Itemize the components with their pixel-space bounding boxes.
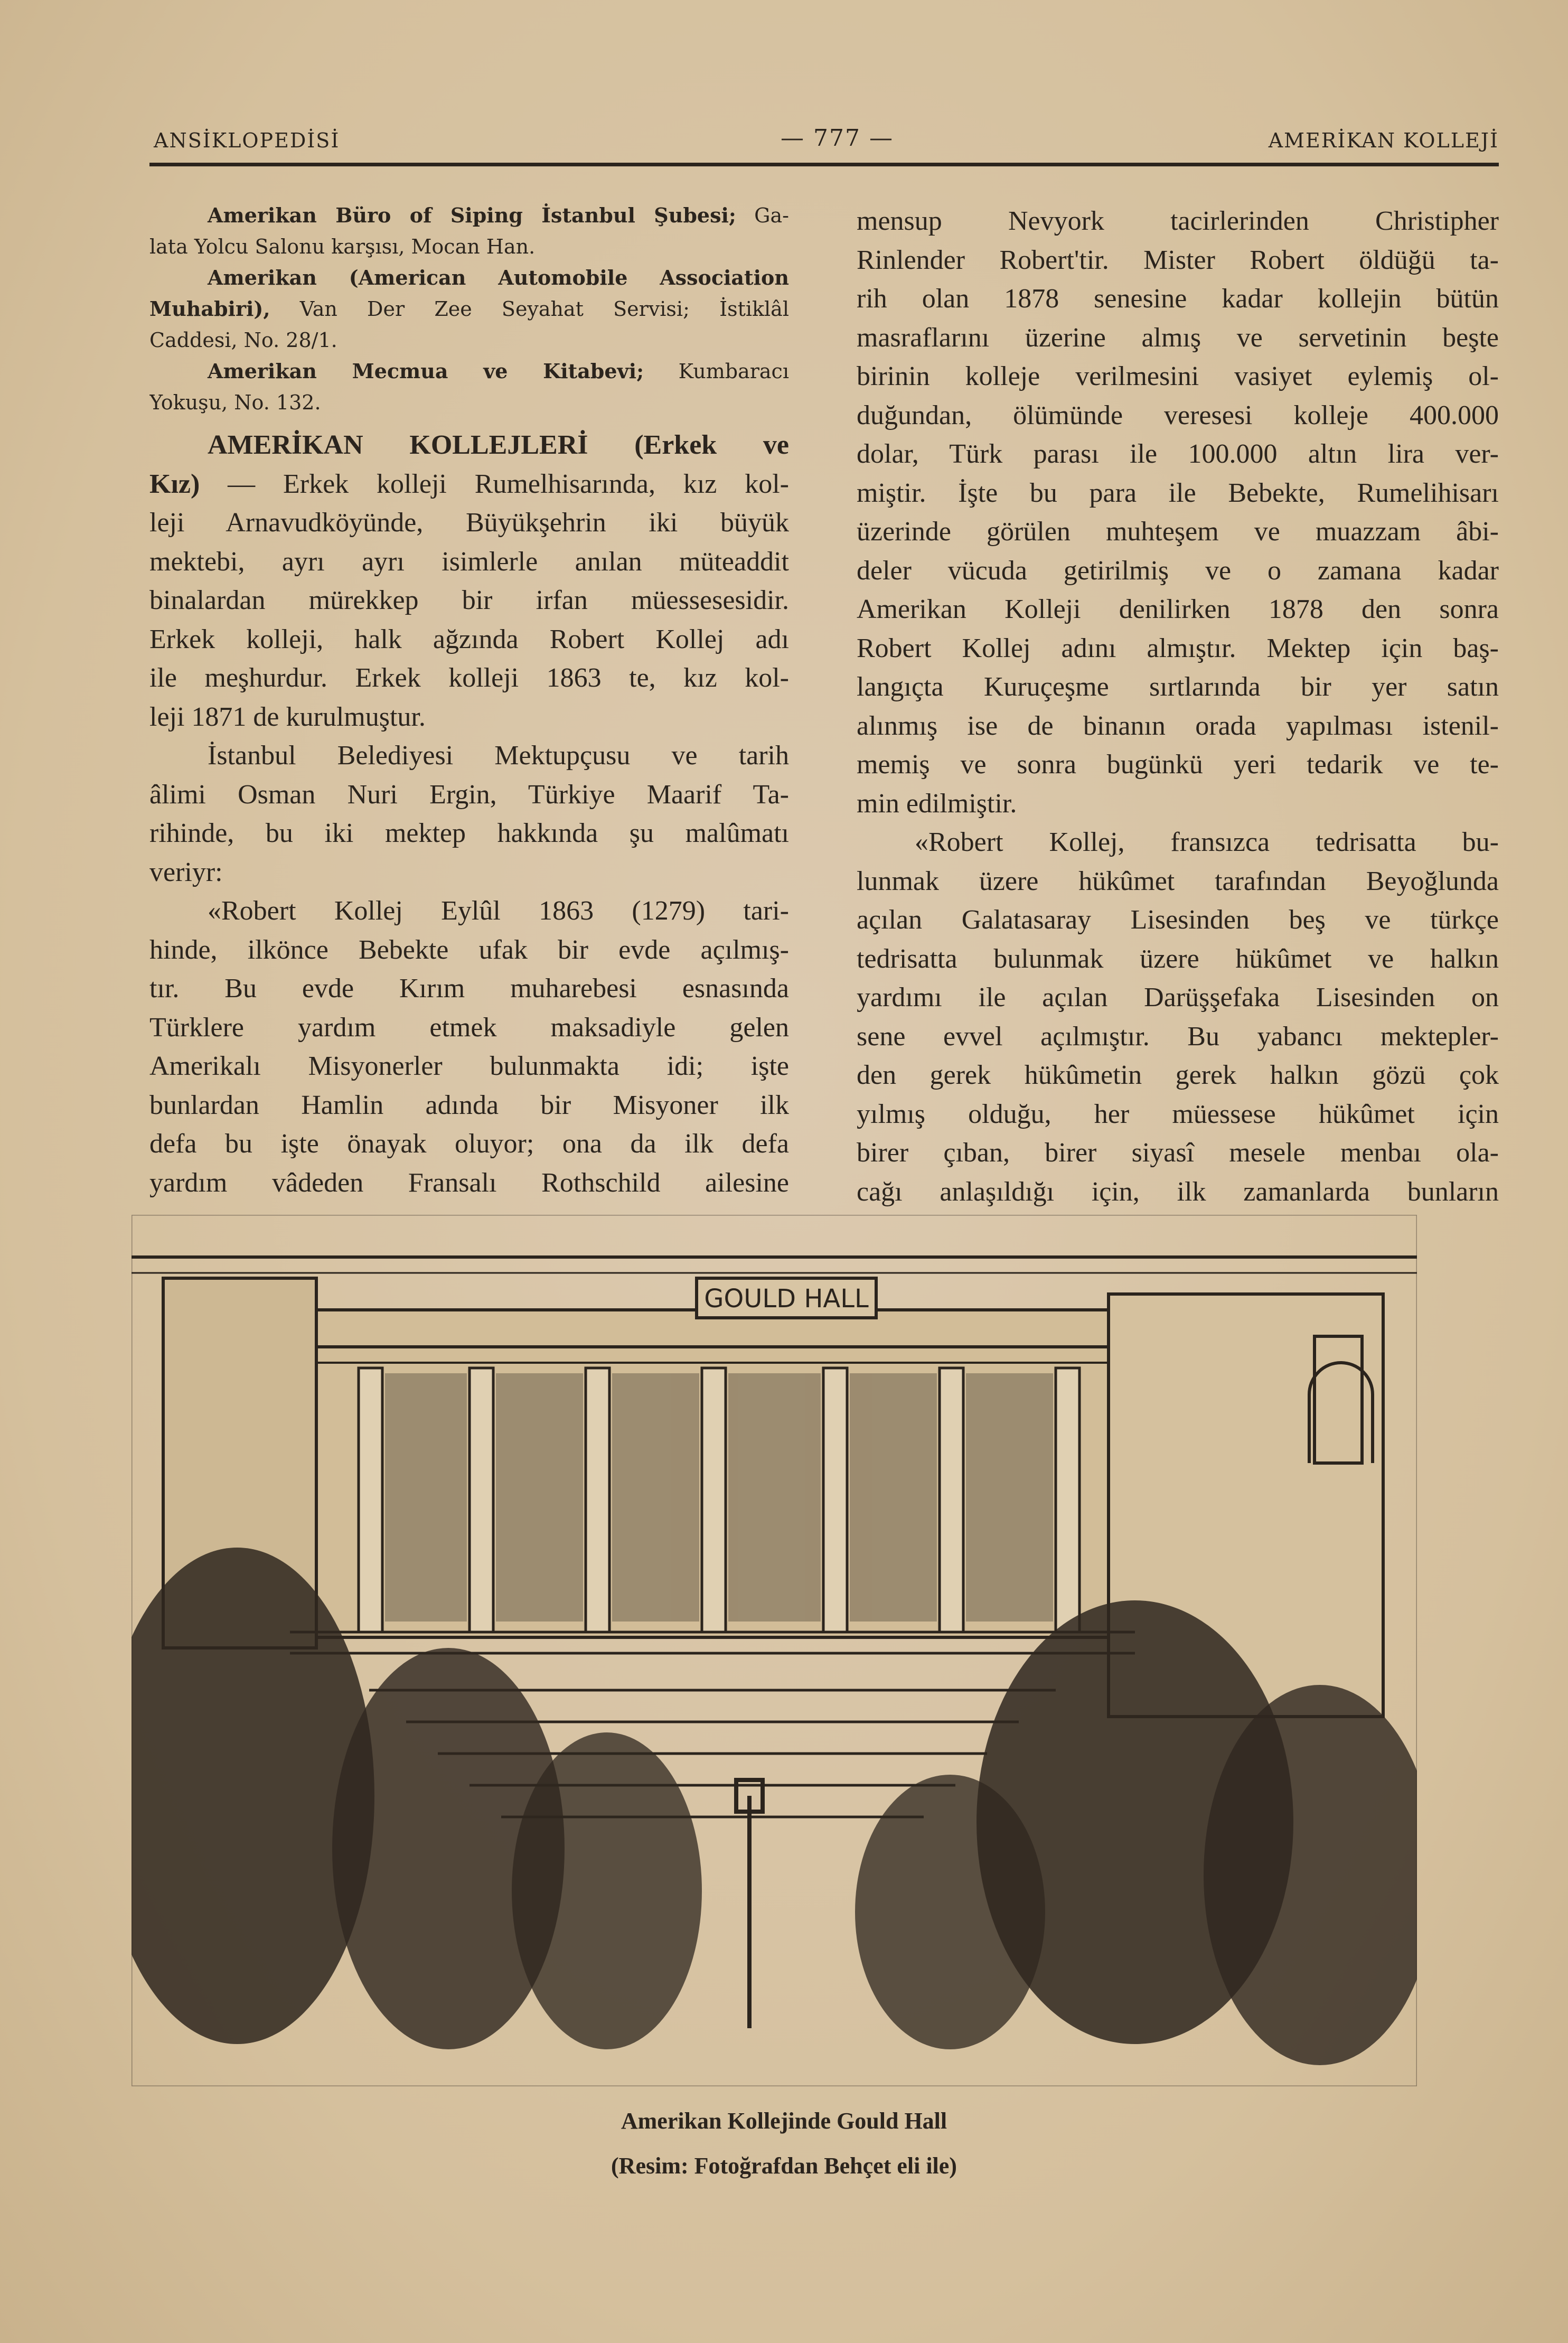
text-line — [149, 231, 789, 262]
text-run: «Robert Kollej Eylûl 1863 (1279) tari- — [208, 896, 789, 926]
text-line — [857, 784, 1499, 823]
text-run: Türklere yardım etmek maksadiyle gelen — [149, 1012, 789, 1043]
text-line — [857, 862, 1499, 901]
text-run: üzerinde görülen muhteşem ve muazzam âbi- — [857, 517, 1499, 547]
text-run: Robert Kollej adını almıştır. Mektep için baş- — [857, 633, 1499, 663]
text-run: Kumbaracı — [644, 360, 789, 383]
text-line — [149, 698, 789, 737]
text-line — [857, 357, 1499, 396]
text-line — [857, 1173, 1499, 1212]
text-line — [857, 435, 1499, 474]
text-line — [149, 465, 789, 504]
text-line — [857, 707, 1499, 746]
text-line — [149, 262, 789, 293]
text-line — [857, 629, 1499, 668]
text-run: rih olan 1878 senesine kadar kollejin bütün — [857, 284, 1499, 314]
text-line — [857, 318, 1499, 358]
figure-credit: (Resim: Fotoğrafdan Behçet eli ile) — [611, 2153, 957, 2179]
text-run: cağı anlaşıldığı için, ilk zamanlarda bunların — [857, 1176, 1499, 1207]
right-column-text — [857, 202, 1499, 1211]
text-line — [857, 1056, 1499, 1095]
page-number: — 777 — — [781, 125, 894, 152]
text-run: Caddesi, No. 28/1. — [149, 329, 337, 352]
text-run: tedrisatta bulunmak üzere hükûmet ve halkın — [857, 943, 1499, 974]
text-run: tır. Bu evde Kırım muharebesi esnasında — [149, 973, 789, 1004]
text-line — [149, 659, 789, 698]
text-line — [857, 1133, 1499, 1173]
text-line — [149, 814, 789, 853]
text-line — [857, 745, 1499, 784]
text-run: mensup Nevyork tacirlerinden Christipher — [857, 206, 1499, 236]
text-run: miştir. İşte bu para ile Bebekte, Rumelihisarı — [857, 477, 1499, 508]
text-run: memiş ve sonra bugünkü yeri tedarik ve te- — [857, 749, 1499, 780]
text-run: yardım vâdeden Fransalı Rothschild ailesine — [149, 1167, 789, 1198]
text-line — [857, 1095, 1499, 1134]
text-run: mektebi, ayrı ayrı isimlerle anılan müteaddit — [149, 546, 789, 577]
text-line — [857, 551, 1499, 591]
running-header-left: ANSİKLOPEDİSİ — [154, 129, 340, 152]
text-line — [149, 200, 789, 231]
text-run: den gerek hükûmetin gerek halkın gözü çok — [857, 1060, 1499, 1090]
text-run: dolar, Türk parası ile 100.000 altın lira ver- — [857, 439, 1499, 469]
text-line — [149, 503, 789, 542]
text-run: lata Yolcu Salonu karşısı, Mocan Han. — [149, 235, 536, 258]
text-line — [857, 668, 1499, 707]
text-line — [149, 542, 789, 582]
text-line — [857, 1017, 1499, 1056]
text-line — [857, 512, 1499, 551]
text-run: Amerikalı Misyonerler bulunmakta idi; işte — [149, 1051, 789, 1081]
text-run: Erkek kolleji, halk ağzında Robert Kollej adı — [149, 624, 789, 654]
text-line — [149, 853, 789, 892]
text-run: lunmak üzere hükûmet tarafından Beyoğlunda — [857, 866, 1499, 896]
text-line — [149, 969, 789, 1008]
text-line — [857, 901, 1499, 940]
text-run: rihinde, bu iki mektep hakkında şu malûmatı — [149, 818, 789, 848]
text-line — [857, 279, 1499, 318]
text-line — [149, 426, 789, 465]
running-header-right: AMERİKAN KOLLEJİ — [1268, 129, 1499, 152]
bold-run: Amerikan (American Automobile Association — [208, 266, 789, 289]
text-run: birinin kolleje verilmesini vasiyet eylemiş ol- — [857, 361, 1499, 391]
header-rule — [149, 163, 1499, 166]
text-run: yılmış olduğu, her müessese hükûmet için — [857, 1099, 1499, 1129]
text-run: hinde, ilkönce Bebekte ufak bir evde açılmış- — [149, 934, 789, 965]
text-line — [857, 940, 1499, 979]
building-sign: GOULD HALL — [704, 1284, 869, 1314]
text-run: binalardan mürekkep bir irfan müessesesidir. — [149, 585, 789, 615]
left-column-text — [149, 426, 789, 1202]
text-run: leji 1871 de kurulmuştur. — [149, 701, 426, 732]
text-line — [149, 387, 789, 418]
bold-run: AMERİKAN KOLLEJLERİ (Erkek ve — [208, 430, 789, 460]
text-run: leji Arnavudköyünde, Büyükşehrin iki büyük — [149, 508, 789, 538]
text-run: masraflarını üzerine almış ve servetinin beşte — [857, 322, 1499, 353]
gould-hall-illustration — [132, 1215, 1417, 2086]
text-run: min edilmiştir. — [857, 788, 1017, 819]
bold-run: Amerikan Mecmua ve Kitabevi; — [208, 359, 644, 383]
text-run: âlimi Osman Nuri Ergin, Türkiye Maarif Ta- — [149, 779, 789, 810]
text-run: alınmış ise de binanın orada yapılması istenil- — [857, 710, 1499, 741]
text-line — [149, 1008, 789, 1047]
text-line — [149, 324, 789, 355]
text-run: Ga- — [736, 204, 789, 227]
text-run: sene evvel açılmıştır. Bu yabancı mektepler- — [857, 1021, 1499, 1052]
text-line — [857, 241, 1499, 280]
text-run: duğundan, ölümünde veresesi kolleje 400.000 — [857, 400, 1499, 430]
figure-caption: Amerikan Kollejinde Gould Hall — [621, 2108, 947, 2134]
text-run: ile meşhurdur. Erkek kolleji 1863 te, kız kol- — [149, 663, 789, 693]
text-line — [149, 581, 789, 620]
text-run: langıçta Kuruçeşme sırtlarında bir yer satın — [857, 672, 1499, 702]
text-run: defa bu işte önayak oluyor; ona da ilk defa — [149, 1129, 789, 1159]
text-run: yardımı ile açılan Darüşşefaka Lisesinden on — [857, 982, 1499, 1013]
text-run: Rinlender Robert'tir. Mister Robert öldüğü ta- — [857, 245, 1499, 275]
text-run: deler vücuda getirilmiş ve o zamana kadar — [857, 555, 1499, 586]
text-line — [149, 620, 789, 659]
text-line — [149, 1086, 789, 1125]
bold-run: Amerikan Büro of Siping İstanbul Şubesi; — [208, 203, 736, 227]
text-line — [857, 202, 1499, 241]
text-line — [149, 293, 789, 324]
text-line — [149, 892, 789, 931]
text-run: Amerikan Kolleji denilirken 1878 den sonra — [857, 594, 1499, 624]
text-line — [149, 736, 789, 775]
text-run: «Robert Kollej, fransızca tedrisatta bu- — [915, 827, 1499, 857]
text-line — [149, 1124, 789, 1164]
text-run: açılan Galatasaray Lisesinden beş ve türkçe — [857, 905, 1499, 935]
text-line — [149, 355, 789, 387]
text-line — [149, 1047, 789, 1086]
text-line — [857, 474, 1499, 513]
text-line — [149, 931, 789, 970]
text-line — [857, 396, 1499, 435]
text-line — [857, 978, 1499, 1017]
text-run: Van Der Zee Seyahat Servisi; İstiklâl — [270, 297, 789, 321]
directory-entries — [149, 200, 789, 418]
text-line — [857, 590, 1499, 629]
text-run: birer çıban, birer siyasî mesele menbaı ola- — [857, 1138, 1499, 1168]
text-run: bunlardan Hamlin adında bir Misyoner ilk — [149, 1090, 789, 1120]
text-run: Yokuşu, No. 132. — [149, 391, 321, 414]
text-run: İstanbul Belediyesi Mektupçusu ve tarih — [208, 741, 789, 771]
text-run: — Erkek kolleji Rumelhisarında, kız kol- — [200, 468, 789, 499]
text-run: veriyr: — [149, 857, 223, 887]
text-line — [149, 1164, 789, 1203]
text-line — [857, 823, 1499, 862]
bold-run: Muhabiri), — [149, 297, 270, 321]
text-line — [149, 775, 789, 814]
bold-run: Kız) — [149, 468, 200, 499]
